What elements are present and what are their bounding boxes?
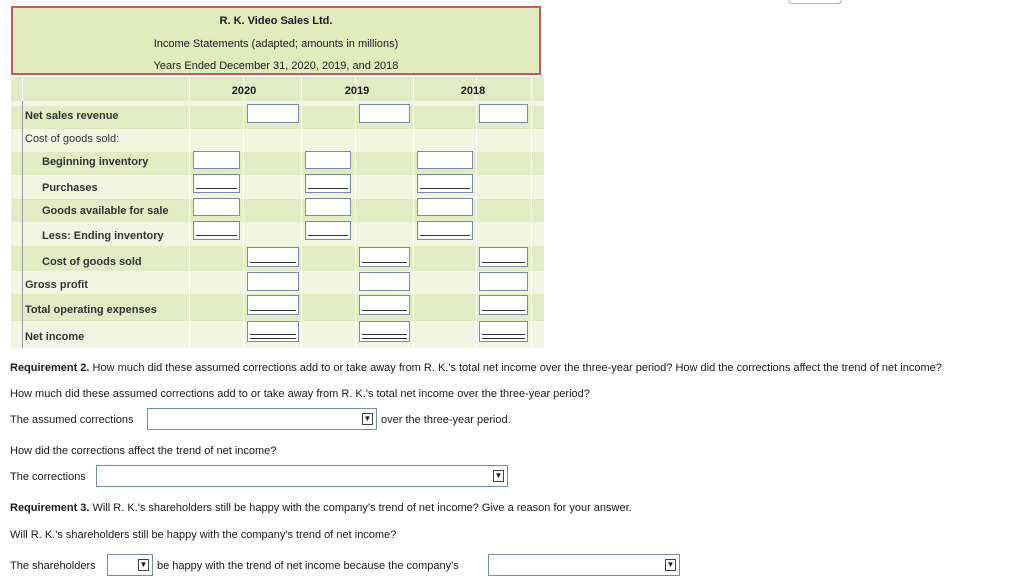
assumed-corrections-label: The assumed corrections — [10, 414, 134, 426]
input-net-income-2020[interactable] — [247, 321, 299, 342]
input-cogs-2020[interactable] — [247, 247, 299, 267]
dropdown-arrow-icon: ▼ — [666, 560, 675, 569]
label-cost-of-goods-sold: Cost of goods sold — [42, 256, 142, 268]
requirement-2-text: How much did these assumed corrections add to or take away from R. K.'s total net income over the three-year period? How did the corrections affect the trend of net income? — [89, 362, 942, 374]
input-gross-profit-2020[interactable] — [247, 272, 299, 291]
input-operating-expenses-2020[interactable] — [247, 295, 299, 315]
input-goods-available-2019[interactable] — [305, 198, 351, 216]
statement-period: Years Ended December 31, 2020, 2019, and 2018 — [153, 60, 399, 72]
requirement-2-label: Requirement 2. — [10, 362, 90, 374]
input-purchases-2020[interactable] — [193, 174, 240, 193]
input-net-sales-2019[interactable] — [359, 104, 410, 123]
requirement-2-question-2: How did the corrections affect the trend of net income? — [10, 445, 277, 457]
dropdown-arrow-icon: ▼ — [139, 560, 148, 569]
input-net-income-2018[interactable] — [479, 321, 528, 342]
label-cogs-heading: Cost of goods sold: — [25, 133, 120, 145]
company-reason-dropdown[interactable] — [488, 554, 680, 576]
happy-reason-text: be happy with the trend of net income because the company's — [157, 560, 459, 572]
table-left-border — [22, 101, 23, 348]
label-beginning-inventory: Beginning inventory — [42, 156, 149, 168]
requirement-3-label: Requirement 3. — [10, 502, 90, 514]
input-net-income-2019[interactable] — [359, 321, 410, 342]
label-ending-inventory: Less: Ending inventory — [42, 230, 164, 242]
company-name: R. K. Video Sales Ltd. — [219, 15, 333, 27]
requirement-3-heading — [10, 502, 632, 514]
dropdown-arrow-icon: ▼ — [494, 471, 503, 480]
input-purchases-2019[interactable] — [305, 174, 351, 193]
input-beginning-inventory-2019[interactable] — [305, 151, 351, 169]
input-net-sales-2020[interactable] — [247, 104, 299, 123]
label-net-income: Net income — [25, 331, 85, 343]
input-gross-profit-2019[interactable] — [359, 272, 410, 291]
label-purchases: Purchases — [42, 182, 98, 194]
input-gross-profit-2018[interactable] — [479, 272, 528, 291]
requirement-3-question: Will R. K.'s shareholders still be happy with the company's trend of net income? — [10, 529, 397, 541]
statement-header — [11, 6, 541, 75]
year-2019-header: 2019 — [344, 85, 370, 97]
label-net-sales: Net sales revenue — [25, 110, 119, 122]
input-purchases-2018[interactable] — [417, 174, 473, 193]
income-statement-table — [11, 77, 544, 348]
input-beginning-inventory-2018[interactable] — [417, 151, 473, 169]
input-ending-inventory-2020[interactable] — [193, 221, 240, 240]
label-goods-available: Goods available for sale — [42, 205, 169, 217]
top-tab-stub — [788, 0, 842, 4]
year-2020-header: 2020 — [231, 85, 257, 97]
input-operating-expenses-2018[interactable] — [479, 295, 528, 315]
label-gross-profit: Gross profit — [25, 279, 88, 291]
input-goods-available-2018[interactable] — [417, 198, 473, 216]
input-goods-available-2020[interactable] — [193, 198, 240, 216]
three-year-period-text: over the three-year period. — [381, 414, 511, 426]
requirement-3-text: Will R. K.'s shareholders still be happy with the company's trend of net income? Give a reason for your answer. — [89, 502, 632, 514]
corrections-trend-dropdown[interactable] — [96, 465, 508, 487]
requirement-2-question-1: How much did these assumed corrections add to or take away from R. K.'s total net income over the three-year period? — [10, 388, 590, 400]
input-beginning-inventory-2020[interactable] — [193, 151, 240, 169]
label-operating-expenses: Total operating expenses — [25, 304, 157, 316]
year-2018-header: 2018 — [460, 85, 486, 97]
input-operating-expenses-2019[interactable] — [359, 295, 410, 315]
input-cogs-2019[interactable] — [359, 247, 410, 267]
requirement-2-heading — [10, 362, 942, 374]
input-cogs-2018[interactable] — [479, 247, 528, 267]
assumed-corrections-dropdown[interactable] — [147, 408, 377, 430]
input-ending-inventory-2019[interactable] — [305, 221, 351, 240]
corrections-label: The corrections — [10, 471, 86, 483]
shareholders-label: The shareholders — [10, 560, 96, 572]
shareholders-happy-dropdown[interactable] — [107, 554, 153, 576]
input-ending-inventory-2018[interactable] — [417, 221, 473, 240]
input-net-sales-2018[interactable] — [479, 104, 528, 123]
statement-title: Income Statements (adapted; amounts in millions) — [153, 38, 399, 50]
dropdown-arrow-icon: ▼ — [363, 414, 372, 423]
